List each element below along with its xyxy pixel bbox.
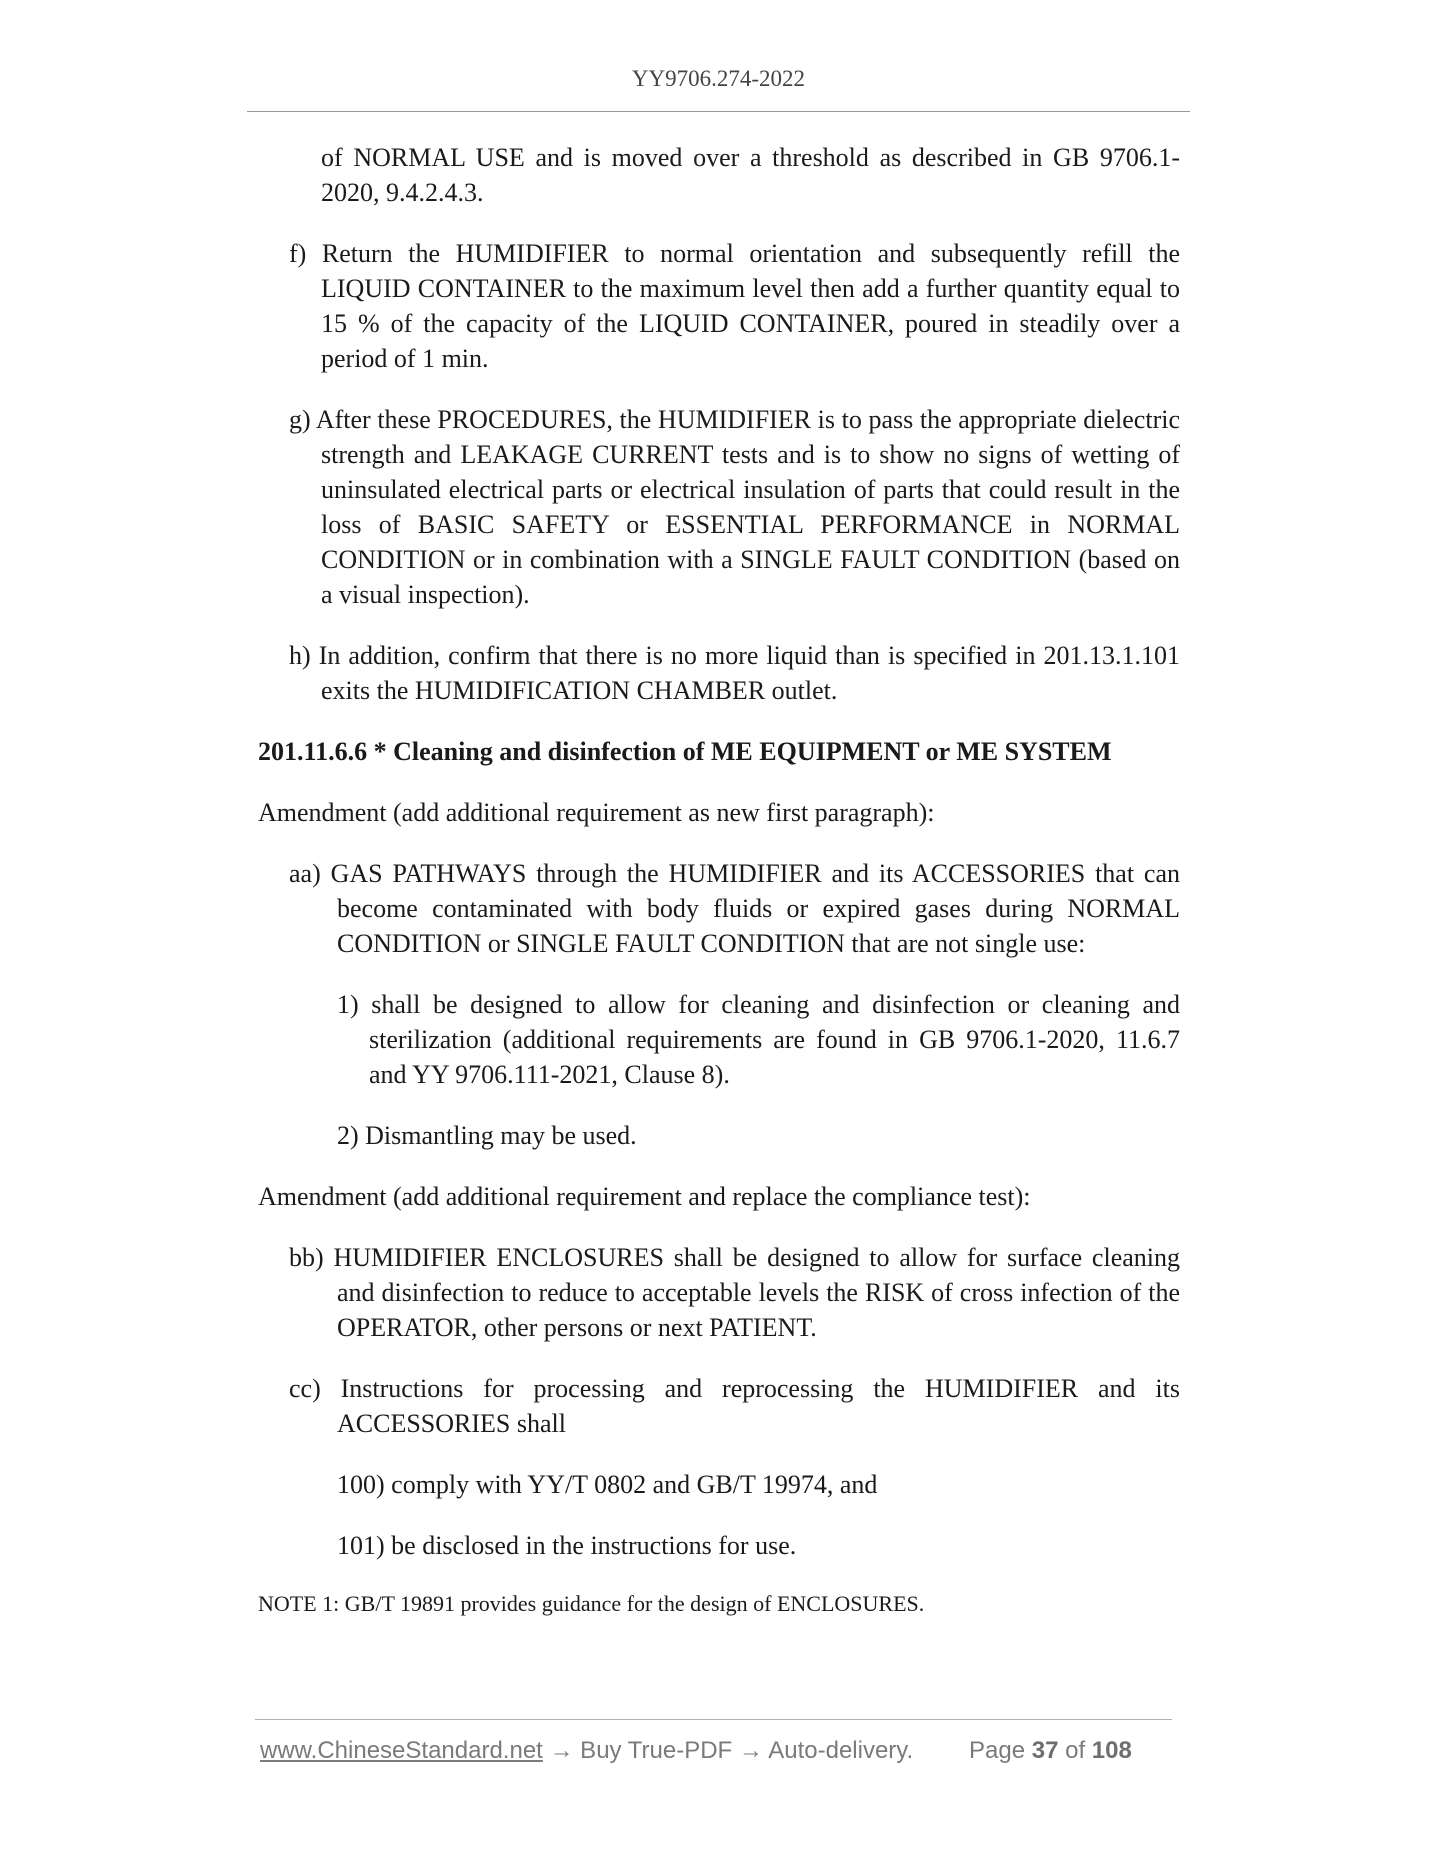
list-item-bb: bb) HUMIDIFIER ENCLOSURES shall be designed to allow for surface cleaning and disinfection to reduce to acceptable levels the RISK of cross infection of the OPERATOR, other persons or next PATIENT. [289, 1243, 1180, 1342]
total-pages: 108 [1091, 1737, 1132, 1764]
header-divider [247, 111, 1190, 112]
page-footer [260, 1737, 1180, 1765]
footer-divider [255, 1719, 1172, 1720]
of-label: of [1065, 1737, 1086, 1764]
note-1: NOTE 1: GB/T 19891 provides guidance for the design of ENCLOSURES. [258, 1591, 925, 1616]
list-item-e-continued: of NORMAL USE and is moved over a threshold as described in GB 9706.1-2020, 9.4.2.4.3. [321, 143, 1180, 207]
document-header-id: YY9706.274-2022 [631, 66, 806, 91]
page-label: Page [969, 1737, 1026, 1764]
page-indicator [969, 1737, 1132, 1765]
list-item-h: h) In addition, confirm that there is no more liquid than is specified in 201.13.1.101 exits the HUMIDIFICATION CHAMBER outlet. [289, 641, 1180, 705]
document-body [258, 140, 1180, 1619]
list-item-g: g) After these PROCEDURES, the HUMIDIFIER is to pass the appropriate dielectric strength and LEAKAGE CURRENT tests and is to show no signs of wetting of uninsulated electrical parts or electrical insulation of parts that could result in the loss of BASIC SAFETY or ESSENTIAL PERFORMANCE in NORMAL CONDITION or in combination with a SINGLE FAULT CONDITION (based on a visual inspection). [289, 405, 1180, 609]
amendment-paragraph-1: Amendment (add additional requirement as new first paragraph): [258, 798, 935, 827]
site-link[interactable]: www.ChineseStandard.net [260, 1737, 543, 1764]
section-heading: 201.11.6.6 * Cleaning and disinfection of ME EQUIPMENT or ME SYSTEM [258, 737, 1112, 766]
footer-promo-text: → Buy True-PDF → Auto-delivery. [542, 1737, 914, 1764]
list-item-cc-101: 101) be disclosed in the instructions for use. [337, 1531, 797, 1560]
list-item-aa-1: 1) shall be designed to allow for cleaning and disinfection or cleaning and sterilization (additional requirements are found in GB 9706.1-2020, 11.6.7 and YY 9706.111-2021, Clause 8). [337, 990, 1180, 1089]
page-number: 37 [1031, 1737, 1059, 1764]
list-item-f: f) Return the HUMIDIFIER to normal orientation and subsequently refill the LIQUID CONTAINER to the maximum level then add a further quantity equal to 15 % of the capacity of the LIQUID CONTAINER, poured in steadily over a period of 1 min. [289, 239, 1180, 373]
list-item-cc: cc) Instructions for processing and reprocessing the HUMIDIFIER and its ACCESSORIES shall [289, 1374, 1180, 1438]
list-item-aa-2: 2) Dismantling may be used. [337, 1121, 637, 1150]
amendment-paragraph-2: Amendment (add additional requirement and replace the compliance test): [258, 1182, 1031, 1211]
list-item-aa: aa) GAS PATHWAYS through the HUMIDIFIER and its ACCESSORIES that can become contaminated with body fluids or expired gases during NORMAL CONDITION or SINGLE FAULT CONDITION that are not single use: [289, 859, 1180, 958]
list-item-cc-100: 100) comply with YY/T 0802 and GB/T 19974, and [337, 1470, 878, 1499]
